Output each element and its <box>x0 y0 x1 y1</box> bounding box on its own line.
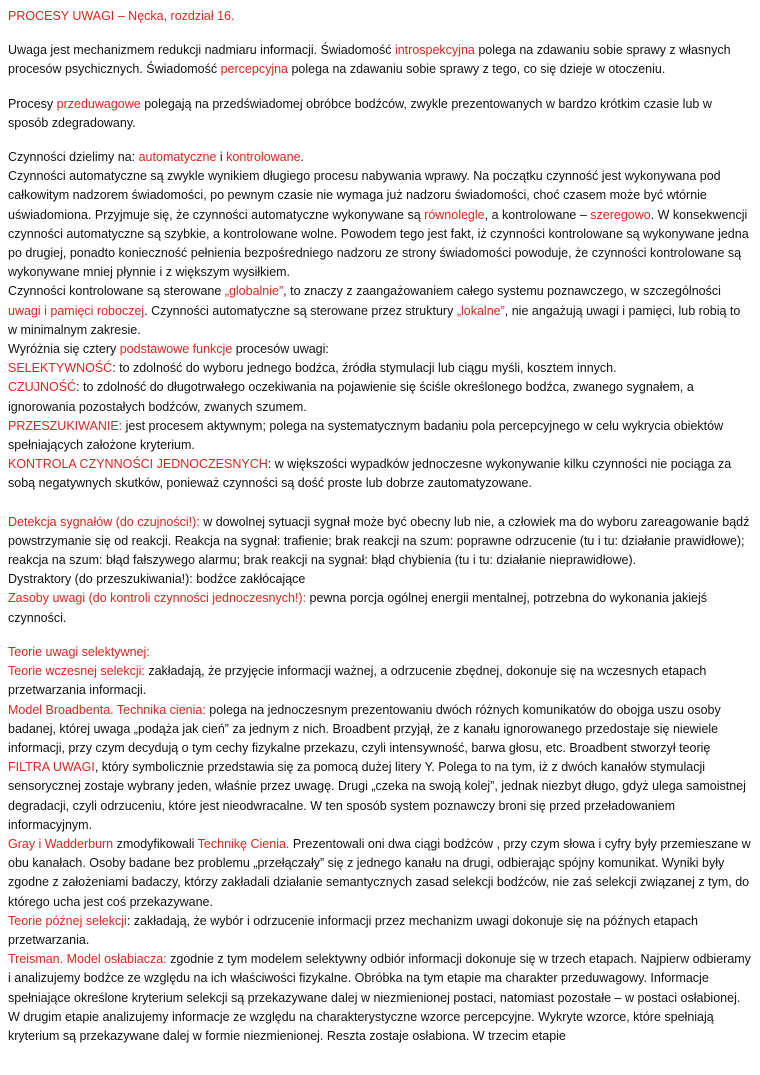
text-run: , a kontrolowane – <box>484 207 591 222</box>
paragraph-selectivity <box>8 359 752 378</box>
text-run: Prezentowali oni dwa ciągi bodźców , przy czym słowa i cyfry były przemieszane w obu kanałach. Osoby badane bez problemu „przełączały” się z jednego kanału na drugi, odbierając spójny komunikat. Wyniki były zgodne z założeniami badaczy, którzy zakładali działanie semantycznych zasad selekcji bodźców, nie zaś selekcji związanej z tym, do którego ucha jest coś przekazywane. <box>8 836 751 909</box>
section-heading-selective-attention <box>8 643 752 662</box>
highlighted-term: Detekcja sygnałów (do czujności!): <box>8 514 200 529</box>
highlighted-term: Teorie uwagi selektywnej: <box>8 644 150 659</box>
highlighted-term: PRZESZUKIWANIE: <box>8 418 123 433</box>
paragraph-awareness <box>8 41 752 79</box>
highlighted-term: Gray i Wadderburn <box>8 836 114 851</box>
highlighted-term: przeduwagowe <box>56 96 141 111</box>
highlighted-term: kontrolowane <box>226 150 301 165</box>
paragraph-basic-functions <box>8 340 752 359</box>
text-run: , nie angażują uwagi i pamięci, lub robią to w minimalnym zakresie. <box>8 303 741 337</box>
highlighted-term: introspekcyjna <box>394 43 475 58</box>
highlighted-term: percepcyjna <box>220 62 288 77</box>
paragraph-preattentive <box>8 95 752 133</box>
paragraph-automatic-activities <box>8 167 752 282</box>
highlighted-term: CZUJNOŚĆ <box>8 380 77 395</box>
text-run: polegają na przedświadomej obróbce bodźców, zwykle prezentowanych w bardzo krótkim czasie lub w sposób zdegradowany. <box>8 96 712 130</box>
highlighted-term: Treisman. Model osłabiacza: <box>8 952 167 967</box>
text-run: : to zdolność do długotrwałego oczekiwania na pojawienie się ściśle określonego bodźca, zwanego sygnałem, a ignorowania pozostałych bodźców, zwanych szumem. <box>8 380 694 414</box>
paragraph-search <box>8 417 752 455</box>
text-run: i <box>216 150 227 165</box>
paragraph-early-selection <box>8 662 752 700</box>
paragraph-attention-resources <box>8 589 752 627</box>
highlighted-term: SELEKTYWNOŚĆ <box>8 361 113 376</box>
text-run: polega na zdawaniu sobie sprawy z tego, co się dzieje w otoczeniu. <box>288 62 666 77</box>
text-run: : zakładają, że wybór i odrzucenie informacji przez mechanizm uwagi dokonuje się na późnych etapach przetwarzania. <box>8 913 698 947</box>
highlighted-term: KONTROLA CZYNNOŚCI JEDNOCZESNYCH <box>8 457 268 472</box>
highlighted-term: automatyczne <box>138 150 217 165</box>
paragraph-late-selection <box>8 912 752 950</box>
paragraph-treisman-model <box>8 950 752 1046</box>
text-run: , to znaczy z zaangażowaniem całego systemu poznawczego, w szczególności <box>283 284 721 299</box>
text-run: Czynności dzielimy na: <box>8 150 139 165</box>
highlighted-term: Model Broadbenta. Technika cienia: <box>8 702 206 717</box>
text-run: zgodnie z tym modelem selektywny odbiór informacji dokonuje się w trzech etapach. Najpierw odbieramy i analizujemy bodźce ze względu na ich właściwości fizykalne. Obróbka na tym etapie ma charakter przeduwagowy. Informacje spełniające określone kryterium selekcji są przekazywane dalej w niezmienionej postaci, natomiast pozostałe – w postaci osłabionej. W drugim etapie analizujemy informacje ze względu na charakterystyczne wzorce percepcyjne. Wykryte wzorce, które spełniają kryterium są przekazywane dalej w formie niezmienionej. Reszta zostaje osłabiona. W trzecim etapie <box>8 952 751 1043</box>
text-run: zakładają, że przyjęcie informacji ważnej, a odrzucenie zbędnej, dokonuje się na wczesnych etapach przetwarzania informacji. <box>8 664 707 698</box>
text-run: Uwaga jest mechanizmem redukcji nadmiaru informacji. Świadomość <box>8 43 395 58</box>
paragraph-simultaneous-control <box>8 455 752 493</box>
highlighted-term: podstawowe funkcje <box>119 342 233 357</box>
highlighted-term: Teorie wczesnej selekcji: <box>8 664 145 679</box>
paragraph-control-global-local <box>8 282 752 340</box>
text-run: : to zdolność do wyboru jednego bodźca, źródła stymulacji lub ciągu myśli, kosztem innych. <box>112 361 617 376</box>
text-run: Czynności automatyczne są zwykle wynikiem długiego procesu nabywania wprawy. Na początku czynność jest wykonywana pod całkowitym nadzorem świadomości, po pewnym czasie nie wymaga już nadzoru świadomości, choć czasem może być wtórnie uświadomiona. Przyjmuje się, że czynności automatyczne wykonywane są <box>8 169 721 222</box>
highlighted-term: Teorie późnej selekcji <box>8 913 127 928</box>
text-run: Dystraktory (do przeszukiwania!): bodźce zakłócające <box>8 572 306 587</box>
text-run: : w większości wypadków jednoczesne wykonywanie kilku czynności nie pociąga za sobą negatywnych skutków, ponieważ czynności są dość proste lub dobrze zautomatyzowane. <box>8 457 732 491</box>
text-run: pewna porcja ogólnej energii mentalnej, potrzebna do wykonania jakiejś czynności. <box>8 591 708 625</box>
highlighted-term: FILTRA UWAGI <box>8 760 95 775</box>
document-title: PROCESY UWAGI – Nęcka, rozdział 16. <box>8 9 235 23</box>
paragraph-gray-wadderburn <box>8 835 752 912</box>
highlighted-term: „globalnie” <box>224 284 284 299</box>
highlighted-term: Zasoby uwagi (do kontroli czynności jednoczesnych!): <box>8 591 307 606</box>
text-run: w dowolnej sytuacji sygnał może być obecny lub nie, a człowiek ma do wyboru zareagowanie bądź powstrzymanie się od reakcji. Reakcja na sygnał: trafienie; brak reakcji na szum: poprawne odrzucenie (tu i tu: działanie prawidłowe); reakcja na szum: błąd fałszywego alarmu; brak reakcji na sygnał: błąd chybienia (tu i tu: działanie nieprawidłowe). <box>8 514 750 568</box>
text-run: Czynności kontrolowane są sterowane <box>8 284 225 299</box>
text-run: . <box>300 150 305 165</box>
paragraph-vigilance <box>8 378 752 416</box>
highlighted-term: Technikę Cienia. <box>197 836 290 851</box>
highlighted-term: „lokalne” <box>456 303 505 318</box>
paragraph-broadbent-model <box>8 701 752 835</box>
highlighted-term: równolegle <box>424 207 485 222</box>
paragraph-activity-types <box>8 148 752 167</box>
highlighted-term: uwagi i pamięci roboczej <box>8 303 145 318</box>
text-run: . Czynności automatyczne są sterowane przez struktury <box>144 303 457 318</box>
text-run: . W konsekwencji czynności automatyczne są szybkie, a kontrolowane wolne. Powodem tego jest fakt, iż czynności kontrolowane są wykonywane jedna po drugiej, ponadto konieczność pełnienia bezpośredniego nadzoru ze strony świadomości powoduje, że czynności kontrolowane są wykonywane mniej płynnie i z większym wysiłkiem. <box>8 207 749 280</box>
text-run: zmodyfikowali <box>113 836 198 851</box>
text-run: Procesy <box>8 96 57 111</box>
text-run: procesów uwagi: <box>232 342 329 357</box>
text-run: , który symbolicznie przedstawia się za pomocą dużej litery Y. Polega to na tym, iż z dwóch kanałów stymulacji sensorycznej zostaje wybrany jeden, właśnie przez uwagę. Drugi „czeka na swoją kolej”, jednak niezbyt długo, gdyż ulega samoistnej degradacji, czyli odrzuceniu, które jest nieodwracalne. W ten sposób system poznawczy broni się przed przeładowaniem informacyjnym. <box>8 760 746 832</box>
text-run: Wyróżnia się cztery <box>8 342 120 357</box>
paragraph-distractors <box>8 570 752 589</box>
highlighted-term: szeregowo <box>590 207 651 222</box>
text-run: jest procesem aktywnym; polega na systematycznym badaniu pola percepcyjnego w celu wykrycia obiektów spełniających założone kryterium. <box>8 418 724 453</box>
text-run: polega na zdawaniu sobie sprawy z własnych procesów psychicznych. Świadomość <box>8 43 731 77</box>
text-run: polega na jednoczesnym prezentowaniu dwóch różnych komunikatów do obojga uszu osoby badanej, której uwaga „podąża jak cień” za jednym z nich. Broadbent przyjął, że z kanału ignorowanego przedostaje się niewiele informacji, przy czym decydują o tym cechy fizykalne przekazu, czyli intensywność, barwa głosu, etc. Broadbent stworzył teorię <box>8 702 721 755</box>
paragraph-signal-detection <box>8 513 752 571</box>
